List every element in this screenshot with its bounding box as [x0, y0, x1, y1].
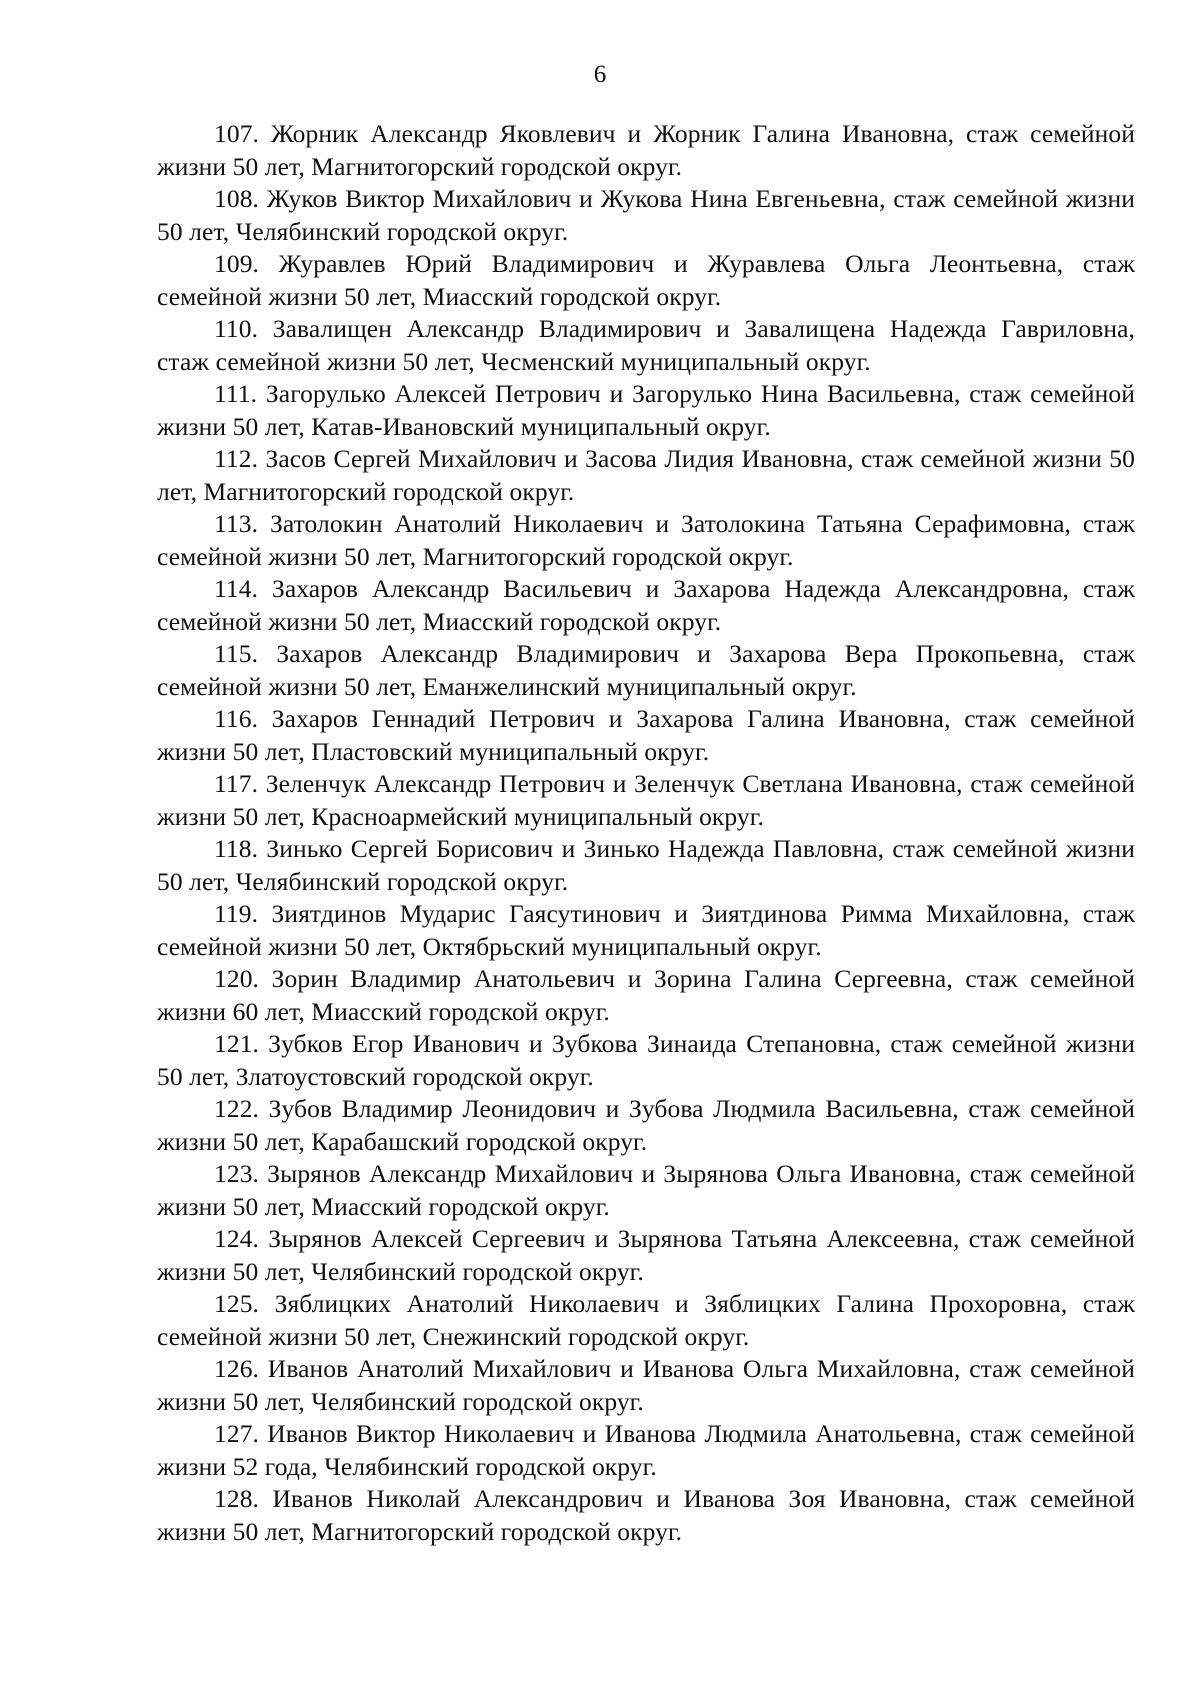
- list-item: 121. Зубков Егор Иванович и Зубкова Зинаида Степановна, стаж семейной жизни 50 лет, Златоустовский городской округ.: [157, 1029, 1135, 1091]
- entries-list: [157, 118, 1135, 1548]
- list-item: 109. Журавлев Юрий Владимирович и Журавлева Ольга Леонтьевна, стаж семейной жизни 50 лет, Миасский городской округ.: [157, 249, 1135, 311]
- list-item: 110. Завалищен Александр Владимирович и Завалищена Надежда Гавриловна, стаж семейной жизни 50 лет, Чесменский муниципальный округ.: [157, 314, 1135, 376]
- page-number: 6: [593, 61, 607, 88]
- list-item: 107. Жорник Александр Яковлевич и Жорник Галина Ивановна, стаж семейной жизни 50 лет, Магнитогорский городской округ.: [157, 119, 1135, 181]
- list-item: 126. Иванов Анатолий Михайлович и Иванова Ольга Михайловна, стаж семейной жизни 50 лет, Челябинский городской округ.: [157, 1354, 1135, 1416]
- list-item: 115. Захаров Александр Владимирович и Захарова Вера Прокопьевна, стаж семейной жизни 50 лет, Еманжелинский муниципальный округ.: [157, 639, 1135, 701]
- list-item: 114. Захаров Александр Васильевич и Захарова Надежда Александровна, стаж семейной жизни 50 лет, Миасский городской округ.: [157, 574, 1135, 636]
- list-item: 127. Иванов Виктор Николаевич и Иванова Людмила Анатольевна, стаж семейной жизни 52 года, Челябинский городской округ.: [157, 1419, 1135, 1481]
- list-item: 108. Жуков Виктор Михайлович и Жукова Нина Евгеньевна, стаж семейной жизни 50 лет, Челябинский городской округ.: [157, 184, 1135, 246]
- list-item: 119. Зиятдинов Мударис Гаясутинович и Зиятдинова Римма Михайловна, стаж семейной жизни 50 лет, Октябрьский муниципальный округ.: [157, 899, 1135, 961]
- list-item: 125. Зяблицких Анатолий Николаевич и Зяблицких Галина Прохоровна, стаж семейной жизни 50 лет, Снежинский городской округ.: [157, 1289, 1135, 1351]
- list-item: 128. Иванов Николай Александрович и Иванова Зоя Ивановна, стаж семейной жизни 50 лет, Магнитогорский городской округ.: [157, 1484, 1135, 1546]
- list-item: 117. Зеленчук Александр Петрович и Зеленчук Светлана Ивановна, стаж семейной жизни 50 лет, Красноармейский муниципальный округ.: [157, 769, 1135, 831]
- list-item: 113. Затолокин Анатолий Николаевич и Затолокина Татьяна Серафимовна, стаж семейной жизни 50 лет, Магнитогорский городской округ.: [157, 509, 1135, 571]
- list-item: 122. Зубов Владимир Леонидович и Зубова Людмила Васильевна, стаж семейной жизни 50 лет, Карабашский городской округ.: [157, 1094, 1135, 1156]
- list-item: 124. Зырянов Алексей Сергеевич и Зырянова Татьяна Алексеевна, стаж семейной жизни 50 лет, Челябинский городской округ.: [157, 1224, 1135, 1286]
- list-item: 112. Засов Сергей Михайлович и Засова Лидия Ивановна, стаж семейной жизни 50 лет, Магнитогорский городской округ.: [157, 444, 1135, 506]
- list-item: 111. Загорулько Алексей Петрович и Загорулько Нина Васильевна, стаж семейной жизни 50 лет, Катав-Ивановский муниципальный округ.: [157, 379, 1135, 441]
- list-item: 123. Зырянов Александр Михайлович и Зырянова Ольга Ивановна, стаж семейной жизни 50 лет, Миасский городской округ.: [157, 1159, 1135, 1221]
- list-item: 120. Зорин Владимир Анатольевич и Зорина Галина Сергеевна, стаж семейной жизни 60 лет, Миасский городской округ.: [157, 964, 1135, 1026]
- list-item: 118. Зинько Сергей Борисович и Зинько Надежда Павловна, стаж семейной жизни 50 лет, Челябинский городской округ.: [157, 834, 1135, 896]
- list-item: 116. Захаров Геннадий Петрович и Захарова Галина Ивановна, стаж семейной жизни 50 лет, Пластовский муниципальный округ.: [157, 704, 1135, 766]
